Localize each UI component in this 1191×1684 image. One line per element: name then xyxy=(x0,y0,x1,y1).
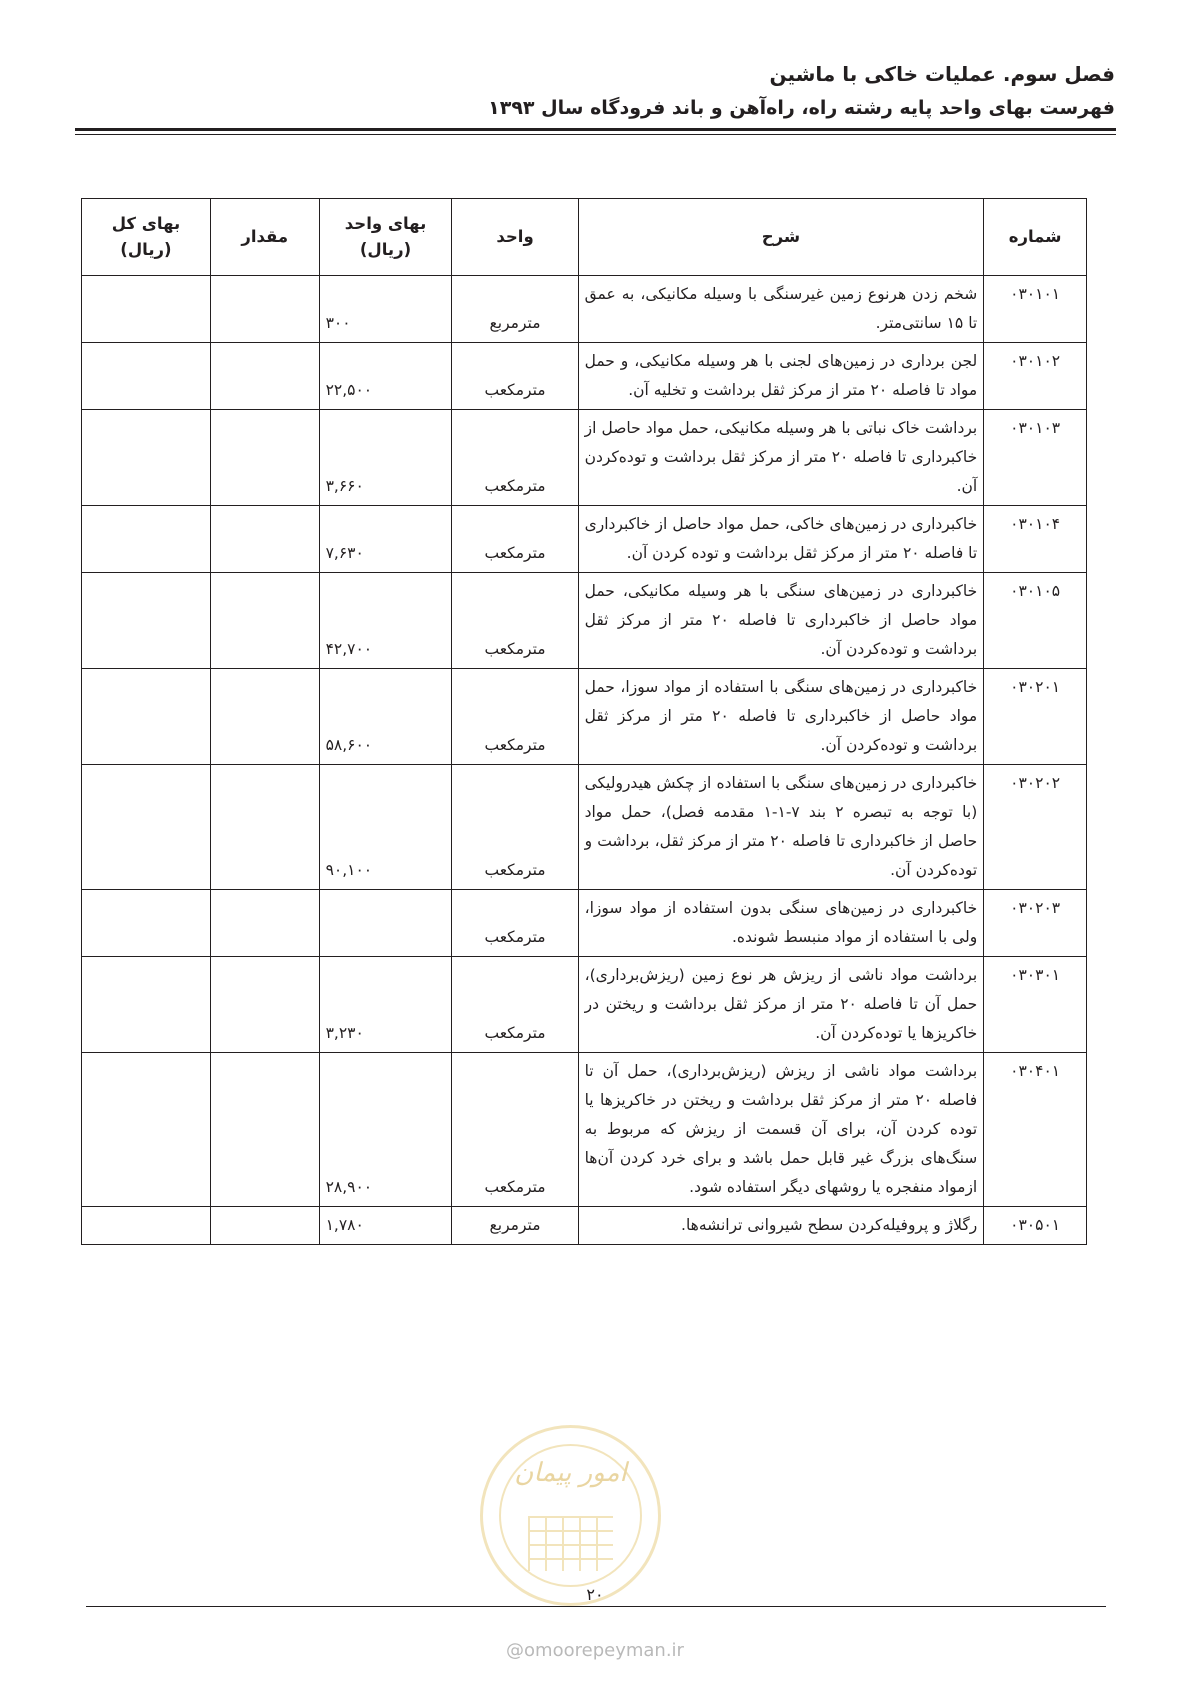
column-header-unit-price xyxy=(319,199,452,276)
row-code: ۰۳۰۱۰۳ xyxy=(984,410,1087,506)
row-code: ۰۳۰۲۰۲ xyxy=(984,765,1087,890)
row-code: ۰۳۰۴۰۱ xyxy=(984,1053,1087,1207)
row-quantity xyxy=(210,669,319,765)
row-description: خاکبرداری در زمین‌های سنگی با استفاده از چکش هیدرولیکی (با توجه به تبصره ۲ بند ۷-۱-۱ مقدمه فصل)، حمل مواد حاصل از خاکبرداری تا فاصله ۲۰ متر از مرکز ثقل، برداشت و توده‌کردن آن. xyxy=(578,765,984,890)
stamp-grid-emblem xyxy=(528,1516,613,1571)
row-quantity xyxy=(210,573,319,669)
column-header-total-price xyxy=(82,199,211,276)
table-header-row xyxy=(82,199,1087,276)
row-unit-price: ۲۲,۵۰۰ xyxy=(319,343,452,410)
row-unit: مترمربع xyxy=(452,1207,578,1245)
total-price-currency: (ریال) xyxy=(120,240,172,259)
row-quantity xyxy=(210,957,319,1053)
row-quantity xyxy=(210,1053,319,1207)
row-description: برداشت خاک نباتی با هر وسیله مکانیکی، حمل مواد حاصل از خاکبرداری تا فاصله ۲۰ متر از مرکز ثقل برداشت و توده‌کردن آن. xyxy=(578,410,984,506)
row-unit: مترمکعب xyxy=(452,506,578,573)
row-description: برداشت مواد ناشی از ریزش (ریزش‌برداری)، حمل آن تا فاصله ۲۰ متر از مرکز ثقل برداشت و ریختن در خاکریزها یا توده کردن آن، برای آن قسمت از ریزش که مربوط به سنگ‌های بزرگ غیر قابل حمل باشد و برای خرد کردن آن‌ها ازمواد منفجره یا روشهای دیگر استفاده شود. xyxy=(578,1053,984,1207)
table-row xyxy=(82,506,1087,573)
row-code: ۰۳۰۲۰۱ xyxy=(984,669,1087,765)
row-quantity xyxy=(210,890,319,957)
table-row xyxy=(82,1053,1087,1207)
site-watermark: @omoorepeyman.ir xyxy=(506,1640,684,1661)
row-total-price xyxy=(82,669,211,765)
table-body xyxy=(82,276,1087,1245)
row-unit: مترمکعب xyxy=(452,410,578,506)
watermark-stamp xyxy=(480,1425,661,1606)
row-description: لجن برداری در زمین‌های لجنی با هر وسیله مکانیکی، و حمل مواد تا فاصله ۲۰ متر از مرکز ثقل برداشت و تخلیه آن. xyxy=(578,343,984,410)
table-row xyxy=(82,1207,1087,1245)
row-unit: مترمکعب xyxy=(452,957,578,1053)
row-code: ۰۳۰۱۰۵ xyxy=(984,573,1087,669)
row-quantity xyxy=(210,276,319,343)
row-quantity xyxy=(210,506,319,573)
row-total-price xyxy=(82,1207,211,1245)
row-description: خاکبرداری در زمین‌های سنگی با هر وسیله مکانیکی، حمل مواد حاصل از خاکبرداری تا فاصله ۲۰ متر از مرکز ثقل برداشت و توده‌کردن آن. xyxy=(578,573,984,669)
unit-price-currency: (ریال) xyxy=(359,240,412,259)
row-total-price xyxy=(82,276,211,343)
table-row xyxy=(82,890,1087,957)
table-row xyxy=(82,957,1087,1053)
row-unit-price: ۷,۶۳۰ xyxy=(319,506,452,573)
table-row xyxy=(82,765,1087,890)
page-header xyxy=(75,58,1115,124)
row-total-price xyxy=(82,410,211,506)
row-unit-price: ۳,۶۶۰ xyxy=(319,410,452,506)
row-unit: مترمکعب xyxy=(452,573,578,669)
header-rule-thick xyxy=(75,128,1116,131)
column-header-unit: واحد xyxy=(452,199,578,276)
column-header-quantity: مقدار xyxy=(210,199,319,276)
table-row xyxy=(82,343,1087,410)
row-total-price xyxy=(82,506,211,573)
row-unit: مترمکعب xyxy=(452,1053,578,1207)
row-total-price xyxy=(82,765,211,890)
table-row xyxy=(82,669,1087,765)
total-price-label: بهای کل xyxy=(111,214,181,233)
row-description: شخم زدن هرنوع زمین غیرسنگی با وسیله مکانیکی، به عمق تا ۱۵ سانتی‌متر. xyxy=(578,276,984,343)
row-unit: مترمکعب xyxy=(452,890,578,957)
row-total-price xyxy=(82,343,211,410)
row-total-price xyxy=(82,573,211,669)
row-description: خاکبرداری در زمین‌های سنگی با استفاده از مواد سوزا، حمل مواد حاصل از خاکبرداری تا فاصله ۲۰ متر از مرکز ثقل برداشت و توده‌کردن آن. xyxy=(578,669,984,765)
row-code: ۰۳۰۱۰۲ xyxy=(984,343,1087,410)
row-unit-price: ۳,۲۳۰ xyxy=(319,957,452,1053)
row-code: ۰۳۰۲۰۳ xyxy=(984,890,1087,957)
document-subtitle: فهرست بهای واحد پایه رشته راه، راه‌آهن و باند فرودگاه سال ۱۳۹۳ xyxy=(488,97,1115,119)
chapter-title: فصل سوم. عملیات خاکی با ماشین xyxy=(769,62,1115,86)
row-unit-price: ۹۰,۱۰۰ xyxy=(319,765,452,890)
price-list-table xyxy=(81,198,1087,1245)
row-description: خاکبرداری در زمین‌های سنگی بدون استفاده از مواد سوزا، ولی با استفاده از مواد منبسط شونده. xyxy=(578,890,984,957)
column-header-description: شرح xyxy=(578,199,984,276)
row-quantity xyxy=(210,343,319,410)
row-unit: مترمکعب xyxy=(452,343,578,410)
row-quantity xyxy=(210,765,319,890)
table-row xyxy=(82,276,1087,343)
row-total-price xyxy=(82,957,211,1053)
row-code: ۰۳۰۱۰۴ xyxy=(984,506,1087,573)
page-number: ۲۰ xyxy=(586,1585,604,1604)
unit-price-label: بهای واحد xyxy=(344,214,427,233)
row-unit-price: ۴۲,۷۰۰ xyxy=(319,573,452,669)
row-unit-price: ۲۸,۹۰۰ xyxy=(319,1053,452,1207)
row-unit-price xyxy=(319,890,452,957)
header-rule-thin xyxy=(75,134,1116,135)
row-unit-price: ۳۰۰ xyxy=(319,276,452,343)
row-total-price xyxy=(82,890,211,957)
column-header-code: شماره xyxy=(984,199,1087,276)
row-code: ۰۳۰۱۰۱ xyxy=(984,276,1087,343)
row-unit: مترمکعب xyxy=(452,765,578,890)
row-description: خاکبرداری در زمین‌های خاکی، حمل مواد حاصل از خاکبرداری تا فاصله ۲۰ متر از مرکز ثقل برداشت و توده کردن آن. xyxy=(578,506,984,573)
stamp-text: امور پیمان xyxy=(514,1458,627,1488)
row-unit-price: ۱,۷۸۰ xyxy=(319,1207,452,1245)
footer-rule xyxy=(86,1606,1106,1607)
row-code: ۰۳۰۵۰۱ xyxy=(984,1207,1087,1245)
table-row xyxy=(82,573,1087,669)
row-quantity xyxy=(210,410,319,506)
row-description: برداشت مواد ناشی از ریزش هر نوع زمین (ریزش‌برداری)، حمل آن تا فاصله ۲۰ متر از مرکز ثقل برداشت و ریختن در خاکریزها یا توده‌کردن آن. xyxy=(578,957,984,1053)
row-code: ۰۳۰۳۰۱ xyxy=(984,957,1087,1053)
row-unit-price: ۵۸,۶۰۰ xyxy=(319,669,452,765)
row-unit: مترمکعب xyxy=(452,669,578,765)
row-description: رگلاژ و پروفیله‌کردن سطح شیروانی ترانشه‌ها. xyxy=(578,1207,984,1245)
row-total-price xyxy=(82,1053,211,1207)
table-row xyxy=(82,410,1087,506)
row-quantity xyxy=(210,1207,319,1245)
row-unit: مترمربع xyxy=(452,276,578,343)
